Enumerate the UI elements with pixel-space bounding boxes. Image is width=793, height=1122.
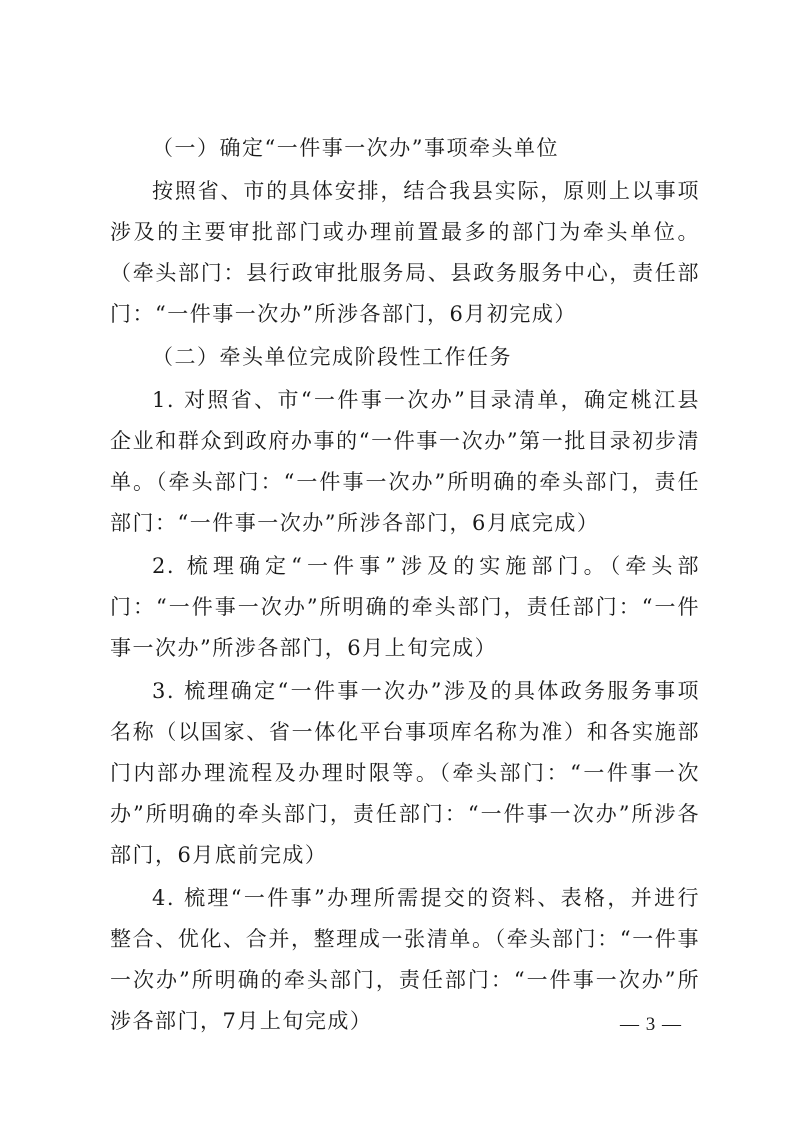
body-paragraph: 按照省、市的具体安排，结合我县实际，原则上以事项涉及的主要审批部门或办理前置最多的部门为牵头单位。（牵头部门：县行政审批服务局、县政务服务中心，责任部门：“一件事一次办”所涉各部门，6月初完成） (110, 179, 700, 326)
task-item-1: 1. 对照省、市“一件事一次办”目录清单，确定桃江县企业和群众到政府办事的“一件事一次办”第一批目录初步清单。（牵头部门：“一件事一次办”所明确的牵头部门，责任部门：“一件事一次办”所涉各部门，6月底完成） (110, 388, 700, 535)
task-item-3: 3. 梳理确定“一件事一次办”涉及的具体政务服务事项名称（以国家、省一体化平台事项库名称为准）和各实施部门内部办理流程及办理时限等。（牵头部门：“一件事一次办”所明确的牵头部门，责任部门：“一件事一次办”所涉各部门，6月底前完成） (110, 679, 700, 867)
task-item-2: 2. 梳理确定“一件事”涉及的实施部门。（牵头部门：“一件事一次办”所明确的牵头部门，责任部门：“一件事一次办”所涉各部门，6月上旬完成） (110, 554, 700, 660)
document-body (110, 128, 700, 1044)
page-number: — 3 — (620, 1014, 682, 1035)
task-item-4: 4. 梳理“一件事”办理所需提交的资料、表格，并进行整合、优化、合并，整理成一张清单。（牵头部门：“一件事一次办”所明确的牵头部门，责任部门：“一件事一次办”所涉各部门，7月上旬完成） (110, 886, 700, 1033)
section-phase-tasks (110, 337, 700, 1042)
section-heading: （二）牵头单位完成阶段性工作任务 (152, 345, 512, 369)
section-lead-unit (110, 128, 700, 335)
section-heading: （一）确定“一件事一次办”事项牵头单位 (152, 136, 559, 160)
